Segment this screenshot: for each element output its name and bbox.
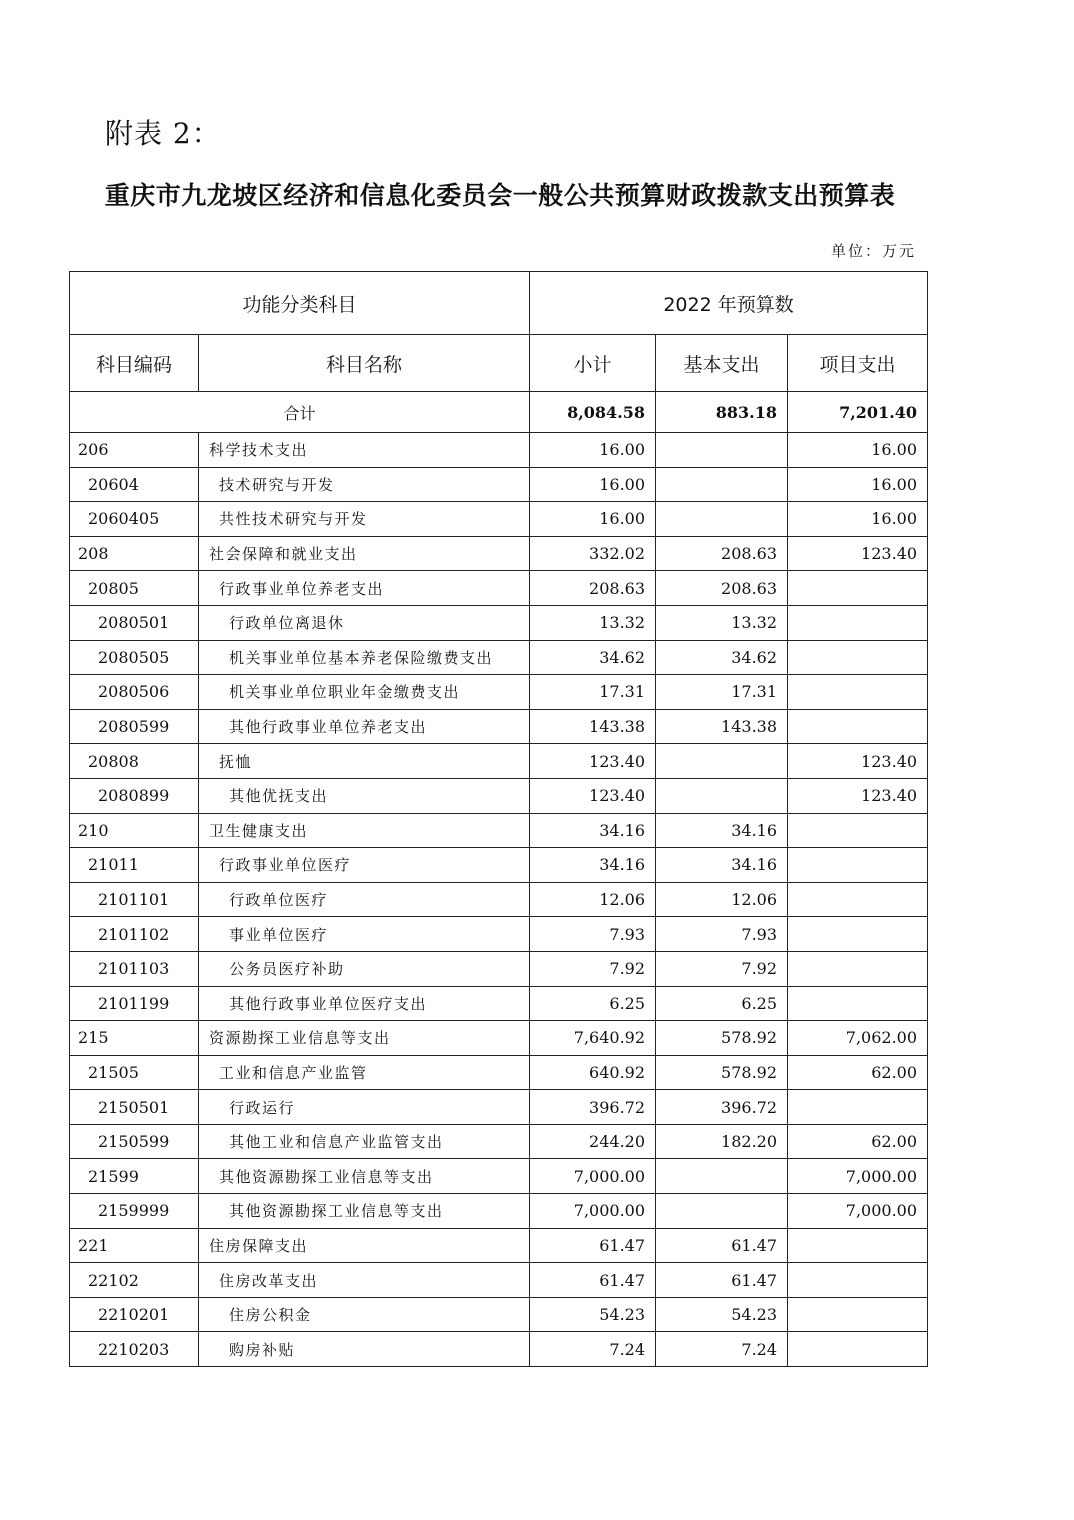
- row-basic: [656, 467, 788, 502]
- row-basic: [656, 1159, 788, 1194]
- row-basic: 34.62: [656, 640, 788, 675]
- row-code: 21505: [70, 1055, 199, 1090]
- row-name: 抚恤: [199, 744, 530, 779]
- row-code: 2080506: [70, 675, 199, 710]
- row-name: 其他行政事业单位养老支出: [199, 709, 530, 744]
- row-basic: 208.63: [656, 536, 788, 571]
- row-basic: 7.24: [656, 1332, 788, 1367]
- table-row: [70, 848, 928, 883]
- row-project: [788, 640, 928, 675]
- row-basic: 578.92: [656, 1021, 788, 1056]
- row-subtotal: 244.20: [530, 1124, 656, 1159]
- row-project: [788, 1297, 928, 1332]
- table-row: [70, 1090, 928, 1125]
- row-basic: 182.20: [656, 1124, 788, 1159]
- row-name: 机关事业单位基本养老保险缴费支出: [199, 640, 530, 675]
- row-project: 62.00: [788, 1055, 928, 1090]
- table-row: [70, 813, 928, 848]
- row-subtotal: 16.00: [530, 467, 656, 502]
- row-name: 其他资源勘探工业信息等支出: [199, 1159, 530, 1194]
- table-row: [70, 709, 928, 744]
- total-row: [70, 392, 928, 433]
- budget-table: [69, 271, 928, 1367]
- row-subtotal: 34.16: [530, 848, 656, 883]
- row-code: 2080501: [70, 605, 199, 640]
- row-code: 20805: [70, 571, 199, 606]
- row-name: 其他工业和信息产业监管支出: [199, 1124, 530, 1159]
- row-name: 住房保障支出: [199, 1228, 530, 1263]
- row-subtotal: 7.24: [530, 1332, 656, 1367]
- row-project: 123.40: [788, 778, 928, 813]
- table-row: [70, 1263, 928, 1298]
- row-project: 16.00: [788, 467, 928, 502]
- row-basic: 13.32: [656, 605, 788, 640]
- table-row: [70, 986, 928, 1021]
- table-row: [70, 571, 928, 606]
- row-project: 7,062.00: [788, 1021, 928, 1056]
- row-basic: 208.63: [656, 571, 788, 606]
- row-basic: 54.23: [656, 1297, 788, 1332]
- row-project: [788, 571, 928, 606]
- header-budget: 2022 年预算数: [530, 272, 928, 335]
- row-subtotal: 123.40: [530, 744, 656, 779]
- row-subtotal: 17.31: [530, 675, 656, 710]
- row-code: 215: [70, 1021, 199, 1056]
- row-code: 206: [70, 433, 199, 468]
- table-row: [70, 1159, 928, 1194]
- row-basic: 61.47: [656, 1263, 788, 1298]
- row-name: 机关事业单位职业年金缴费支出: [199, 675, 530, 710]
- row-basic: 7.92: [656, 951, 788, 986]
- table-row: [70, 433, 928, 468]
- total-subtotal: 8,084.58: [530, 392, 656, 433]
- row-code: 2080599: [70, 709, 199, 744]
- row-name: 其他资源勘探工业信息等支出: [199, 1194, 530, 1229]
- table-row: [70, 1021, 928, 1056]
- row-code: 2101103: [70, 951, 199, 986]
- row-subtotal: 123.40: [530, 778, 656, 813]
- row-project: [788, 605, 928, 640]
- row-subtotal: 16.00: [530, 433, 656, 468]
- row-basic: 12.06: [656, 882, 788, 917]
- row-basic: 34.16: [656, 813, 788, 848]
- row-subtotal: 6.25: [530, 986, 656, 1021]
- row-code: 2159999: [70, 1194, 199, 1229]
- row-basic: 17.31: [656, 675, 788, 710]
- table-row: [70, 1297, 928, 1332]
- page-title: 重庆市九龙坡区经济和信息化委员会一般公共预算财政拨款支出预算表: [104, 181, 896, 210]
- row-subtotal: 143.38: [530, 709, 656, 744]
- row-name: 住房公积金: [199, 1297, 530, 1332]
- row-project: [788, 1090, 928, 1125]
- row-subtotal: 34.16: [530, 813, 656, 848]
- row-basic: [656, 778, 788, 813]
- row-project: [788, 1332, 928, 1367]
- row-code: 208: [70, 536, 199, 571]
- table-row: [70, 467, 928, 502]
- row-basic: [656, 1194, 788, 1229]
- row-code: 210: [70, 813, 199, 848]
- header-name: 科目名称: [199, 335, 530, 392]
- row-code: 21011: [70, 848, 199, 883]
- row-code: 20604: [70, 467, 199, 502]
- row-project: 123.40: [788, 744, 928, 779]
- header-row-1: [70, 272, 928, 335]
- row-subtotal: 7.92: [530, 951, 656, 986]
- row-name: 住房改革支出: [199, 1263, 530, 1298]
- row-project: [788, 882, 928, 917]
- row-subtotal: 61.47: [530, 1263, 656, 1298]
- row-name: 资源勘探工业信息等支出: [199, 1021, 530, 1056]
- row-name: 行政单位离退休: [199, 605, 530, 640]
- row-subtotal: 16.00: [530, 502, 656, 537]
- row-subtotal: 13.32: [530, 605, 656, 640]
- table-row: [70, 1332, 928, 1367]
- row-name: 其他优抚支出: [199, 778, 530, 813]
- table-row: [70, 502, 928, 537]
- row-subtotal: 12.06: [530, 882, 656, 917]
- row-code: 20808: [70, 744, 199, 779]
- table-row: [70, 1124, 928, 1159]
- row-basic: 578.92: [656, 1055, 788, 1090]
- table-row: [70, 882, 928, 917]
- row-subtotal: 7.93: [530, 917, 656, 952]
- table-row: [70, 640, 928, 675]
- row-code: 221: [70, 1228, 199, 1263]
- row-subtotal: 54.23: [530, 1297, 656, 1332]
- total-basic: 883.18: [656, 392, 788, 433]
- row-subtotal: 640.92: [530, 1055, 656, 1090]
- row-subtotal: 7,640.92: [530, 1021, 656, 1056]
- header-row-2: [70, 335, 928, 392]
- row-project: [788, 917, 928, 952]
- row-project: [788, 1228, 928, 1263]
- row-basic: 6.25: [656, 986, 788, 1021]
- row-project: [788, 1263, 928, 1298]
- row-project: 7,000.00: [788, 1194, 928, 1229]
- row-code: 2101101: [70, 882, 199, 917]
- header-basic: 基本支出: [656, 335, 788, 392]
- row-subtotal: 208.63: [530, 571, 656, 606]
- table-row: [70, 1228, 928, 1263]
- row-project: 123.40: [788, 536, 928, 571]
- row-name: 技术研究与开发: [199, 467, 530, 502]
- row-code: 2150599: [70, 1124, 199, 1159]
- row-name: 行政事业单位养老支出: [199, 571, 530, 606]
- table-row: [70, 675, 928, 710]
- appendix-label: 附表 2：: [105, 117, 221, 150]
- row-code: 2150501: [70, 1090, 199, 1125]
- row-project: [788, 951, 928, 986]
- table-row: [70, 1055, 928, 1090]
- header-category: 功能分类科目: [70, 272, 530, 335]
- row-code: 2101199: [70, 986, 199, 1021]
- table-row: [70, 536, 928, 571]
- row-code: 2080899: [70, 778, 199, 813]
- row-basic: [656, 502, 788, 537]
- row-code: 22102: [70, 1263, 199, 1298]
- table-row: [70, 1194, 928, 1229]
- header-code: 科目编码: [70, 335, 199, 392]
- row-basic: [656, 433, 788, 468]
- row-subtotal: 7,000.00: [530, 1194, 656, 1229]
- row-code: 2210201: [70, 1297, 199, 1332]
- row-name: 工业和信息产业监管: [199, 1055, 530, 1090]
- table-row: [70, 778, 928, 813]
- row-name: 卫生健康支出: [199, 813, 530, 848]
- row-code: 2060405: [70, 502, 199, 537]
- row-basic: 34.16: [656, 848, 788, 883]
- row-subtotal: 61.47: [530, 1228, 656, 1263]
- header-subtotal: 小计: [530, 335, 656, 392]
- row-name: 社会保障和就业支出: [199, 536, 530, 571]
- unit-label: 单位：万元: [830, 242, 916, 260]
- table-row: [70, 917, 928, 952]
- row-basic: 396.72: [656, 1090, 788, 1125]
- row-project: [788, 813, 928, 848]
- row-project: [788, 986, 928, 1021]
- row-basic: 143.38: [656, 709, 788, 744]
- row-name: 事业单位医疗: [199, 917, 530, 952]
- row-subtotal: 332.02: [530, 536, 656, 571]
- row-project: 16.00: [788, 502, 928, 537]
- table-row: [70, 744, 928, 779]
- row-code: 2101102: [70, 917, 199, 952]
- total-project: 7,201.40: [788, 392, 928, 433]
- row-project: [788, 709, 928, 744]
- row-name: 其他行政事业单位医疗支出: [199, 986, 530, 1021]
- row-basic: [656, 744, 788, 779]
- row-basic: 61.47: [656, 1228, 788, 1263]
- row-subtotal: 7,000.00: [530, 1159, 656, 1194]
- row-code: 2210203: [70, 1332, 199, 1367]
- row-project: [788, 848, 928, 883]
- row-name: 行政事业单位医疗: [199, 848, 530, 883]
- row-project: 7,000.00: [788, 1159, 928, 1194]
- row-code: 2080505: [70, 640, 199, 675]
- total-label: 合计: [70, 392, 530, 433]
- row-name: 共性技术研究与开发: [199, 502, 530, 537]
- row-project: 16.00: [788, 433, 928, 468]
- row-project: 62.00: [788, 1124, 928, 1159]
- table-row: [70, 605, 928, 640]
- row-project: [788, 675, 928, 710]
- header-project: 项目支出: [788, 335, 928, 392]
- row-subtotal: 34.62: [530, 640, 656, 675]
- row-name: 科学技术支出: [199, 433, 530, 468]
- row-name: 行政运行: [199, 1090, 530, 1125]
- row-name: 行政单位医疗: [199, 882, 530, 917]
- row-name: 公务员医疗补助: [199, 951, 530, 986]
- row-basic: 7.93: [656, 917, 788, 952]
- row-code: 21599: [70, 1159, 199, 1194]
- row-subtotal: 396.72: [530, 1090, 656, 1125]
- table-row: [70, 951, 928, 986]
- row-name: 购房补贴: [199, 1332, 530, 1367]
